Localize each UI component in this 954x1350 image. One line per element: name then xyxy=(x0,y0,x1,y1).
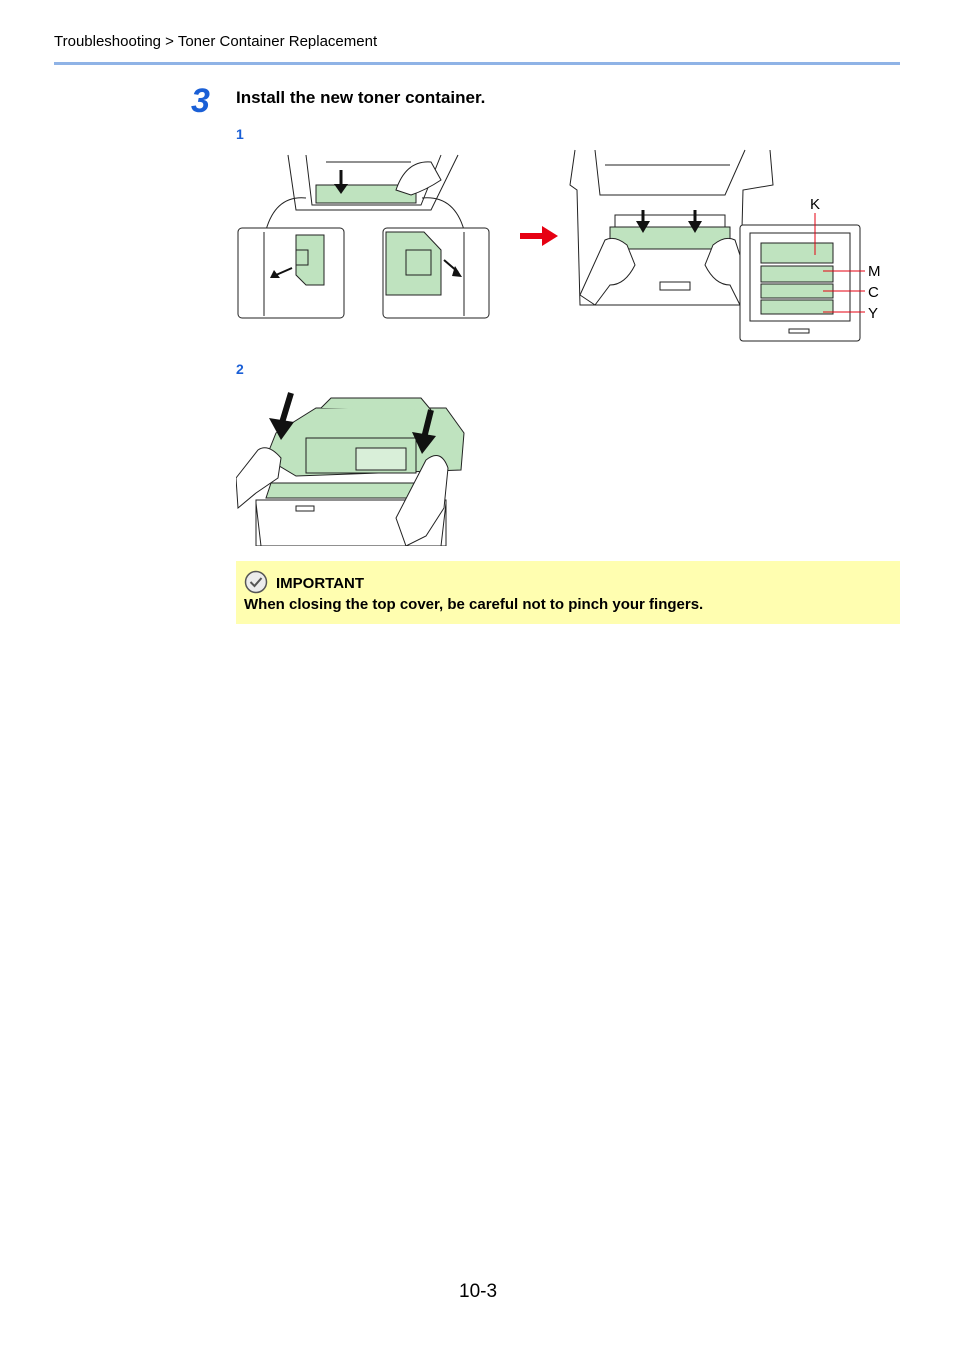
important-note xyxy=(236,561,900,624)
next-arrow-icon xyxy=(520,226,560,246)
important-label: IMPORTANT xyxy=(276,575,365,592)
toner-insert-illustration xyxy=(236,150,492,320)
label-c: C xyxy=(868,284,879,301)
label-y: Y xyxy=(868,305,879,322)
substep-2-number: 2 xyxy=(236,361,244,377)
page-number: 10-3 xyxy=(459,1281,498,1302)
label-k: K xyxy=(810,196,821,213)
checkmark-circle-icon xyxy=(244,570,268,594)
step-title: Install the new toner container. xyxy=(236,88,486,107)
header-rule xyxy=(54,62,900,65)
slot-labels xyxy=(800,190,900,330)
step-number: 3 xyxy=(191,82,210,120)
close-cover-illustration xyxy=(236,388,468,546)
label-m: M xyxy=(868,263,881,280)
important-text: When closing the top cover, be careful not to pinch your fingers. xyxy=(244,596,704,613)
breadcrumb: Troubleshooting > Toner Container Replacement xyxy=(54,33,378,50)
substep-1-number: 1 xyxy=(236,126,244,142)
